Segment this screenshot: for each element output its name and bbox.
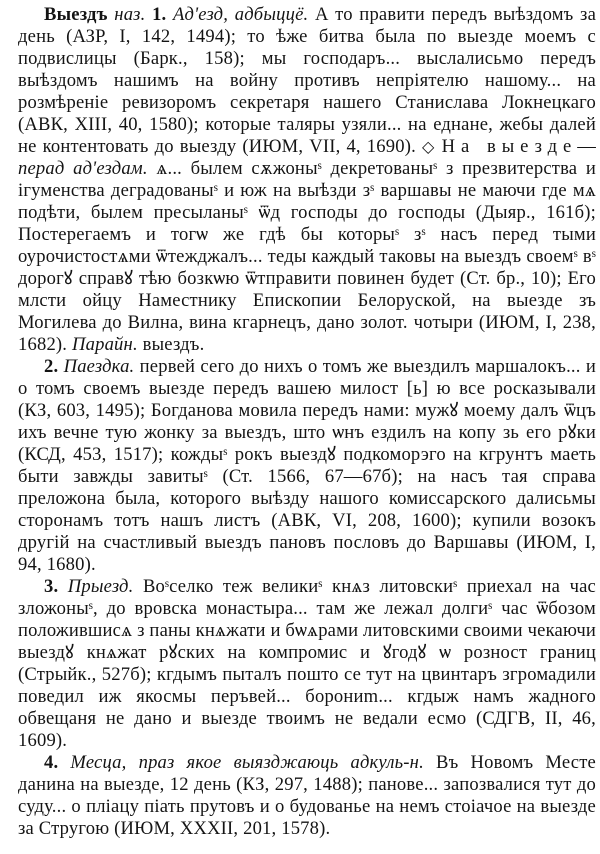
sense-1-dash: — bbox=[577, 136, 596, 157]
sense-4-gloss: Месца, праз якое выязджаюць адкуль-н. bbox=[70, 752, 424, 773]
sense-4-number: 4. bbox=[44, 752, 59, 773]
see-also-label: Парайн. bbox=[72, 334, 138, 355]
sense-2-number: 2. bbox=[44, 356, 59, 377]
sense-1-citations: А то правити передъ выѣздомъ за день (АЗР, I, 142, 1494); то ѣже битва была по выезде моемъ с подвислицы (Барк., 158); мы господаръ... выслалисьмо передъ выѣздомъ нашимъ на войну противъ непрiятелю нашому... на розмѣренiе ревизоромъ секретаря нашего Станислава Локнецкаго (АВК, XIII, 40, 1580); которые таляры узяли... на еднане, жебы далей не контентовать до выезду (ИЮМ, VII, 4, 1690). bbox=[18, 4, 596, 157]
sense-3-citations: Воˢселко теж великиˢ кнѧз литовскиˢ приехал на час зложоныˢ, до вровска монастыра... там же лежал долгиˢ час ѿбозом положившисѧ з паны кнѧжати и бѡѧрами литовскими своими чекаючи выездꙋ кнѧжат рꙋских на компромис и ꙋгодꙋ ѡ розност границ (Стрыйк., 527б); кгдымъ пыталъ пошто се тут на цвинтаръ згромадили поведил иж якосмы перъвей... борониm... кгдыж намъ жадного обвещаня не дано и выезде твоимъ не ведали есмо (СДГВ, II, 46, 1609). bbox=[18, 576, 596, 751]
sense-3-number: 3. bbox=[44, 576, 59, 597]
sense-1-phrase-gloss: перад ад'ездам. bbox=[18, 158, 148, 179]
sense-4-citations: Въ Новомъ Месте данина на выезде, 12 день (КЗ, 297, 1488); панове... запозвалися тут до суду... о пліацу піать прутовъ и о будованье на немъ стоіачое на выезде за Стругою (ИЮМ, XXXII, 201, 1578). bbox=[18, 752, 596, 839]
sense-2-gloss: Паездка. bbox=[63, 356, 135, 377]
sense-1-phrase-citations: ѧ... былем сѫжоныˢ декретованыˢ з презвитерства и ігуменства деградованыˢ и юж на выѣзди зˢ варшавы не маючи где мѧ подѣти, былем пресыланыˢ ѿд господы до господы (Дыяр., 161б); Постерегаемъ и тогѡ же гдѣ бы которыˢ зˢ насъ перед тыми оурочистостѧми ѿтежджалъ... теды каждый таковы на выездъ своемˢ вˢ дорогꙋ справꙋ тѣю бозкѡю ѿтправити повинен будет (Ст. бр., 10); Его млсти ойцу Наместнику Епископии Белоруской, на выезде зъ Могилева до Вилна, вина кгарнецъ, дано золот. чотыри (ИЮМ, I, 238, 1682). bbox=[18, 158, 596, 355]
sense-3-paragraph bbox=[18, 576, 596, 752]
sense-4-paragraph bbox=[18, 752, 596, 840]
headword: Выездъ bbox=[44, 4, 108, 25]
diamond-icon: ◇ bbox=[421, 137, 436, 156]
sense-1-paragraph bbox=[18, 4, 596, 356]
sense-2-citations: первей сего до нихъ о томъ же выездилъ маршалокъ... и о томъ своемъ выезде передъ вашею милост [ь] ю все росказывали (КЗ, 603, 1495); Богданова мовила передъ нами: мужꙋ моему далъ ѿцъ ихъ вечне тую жонку за выездъ, што ѡнъ ездилъ на копу зь его рꙋки (КСД, 453, 1517); кождыˢ рокъ выездꙋ подкоморэго на кгрунтъ маеть быти завжды завитыˢ (Ст. 1566, 67—67б); на насъ тая справа преложона была, которого выѣзду нашого комиссарского далисьмы сторонамъ тотъ нашъ листъ (АВК, VI, 208, 1600); купили возокъ другiй на счастливый выездъ пановъ пословъ до Варшавы (ИЮМ, I, 94, 1680). bbox=[18, 356, 596, 575]
sense-1-phrase: На выезде bbox=[441, 136, 578, 157]
sense-2-paragraph bbox=[18, 356, 596, 576]
part-of-speech: наз. bbox=[114, 4, 146, 25]
sense-1-gloss: Ад'езд, адбыццё. bbox=[173, 4, 309, 25]
sense-1-number: 1. bbox=[152, 4, 167, 25]
dictionary-page bbox=[18, 4, 596, 850]
sense-3-gloss: Прыезд. bbox=[67, 576, 134, 597]
see-also-target: выездъ. bbox=[142, 334, 205, 355]
